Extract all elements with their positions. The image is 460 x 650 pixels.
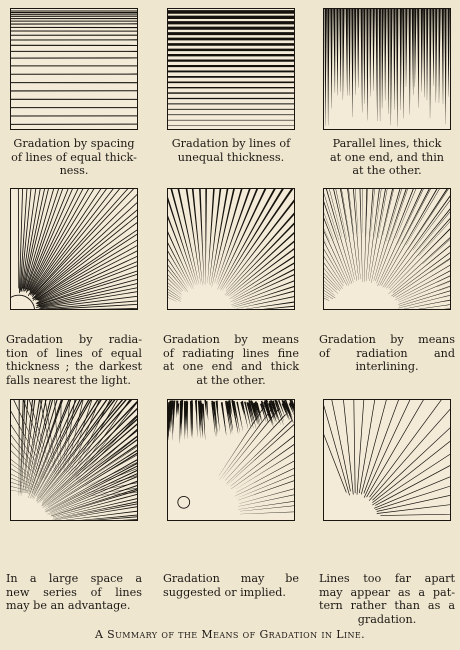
drawing <box>168 400 294 520</box>
caption-radiation-interlining: Gradation by means of radiation and interlining. <box>319 333 455 374</box>
plate-spacing <box>10 8 138 130</box>
caption-radiation-equal: Gradation by radia- tion of lines of equal thickness ; the darkest falls nearest the light. <box>6 333 142 387</box>
drawing <box>324 400 450 520</box>
caption-unequal-thickness: Gradation by lines of unequal thickness. <box>171 137 291 164</box>
plate-unequal-thickness <box>167 8 295 130</box>
plate-radiation-tapered <box>167 188 295 310</box>
drawing <box>11 400 137 520</box>
caption-implied: Gradation may be suggested or implied. <box>163 572 299 599</box>
caption-parallel-tapered: Parallel lines, thick at one end, and thin at the other. <box>329 137 445 178</box>
caption-radiation-tapered: Gradation by means of radiating lines fine at one end and thick at the other. <box>163 333 299 387</box>
plate-parallel-tapered <box>323 8 451 130</box>
plate-too-far-apart <box>323 399 451 521</box>
plate-large-space <box>10 399 138 521</box>
drawing <box>324 9 450 129</box>
caption-large-space: In a large space a new series of lines may be an advantage. <box>6 572 142 613</box>
drawing <box>324 189 450 309</box>
plate-radiation-equal <box>10 188 138 310</box>
drawing <box>168 189 294 309</box>
caption-spacing: Gradation by spacing of lines of equal thick- ness. <box>11 137 137 178</box>
caption-too-far-apart: Lines too far apart may appear as a pat- tern rather than as a gradation. <box>319 572 455 626</box>
drawing <box>168 9 294 129</box>
drawing <box>11 189 137 309</box>
plate-radiation-interlining <box>323 188 451 310</box>
plate-title: A Summary of the Means of Gradation in Line. <box>94 628 366 641</box>
drawing <box>11 9 137 129</box>
plate-implied <box>167 399 295 521</box>
